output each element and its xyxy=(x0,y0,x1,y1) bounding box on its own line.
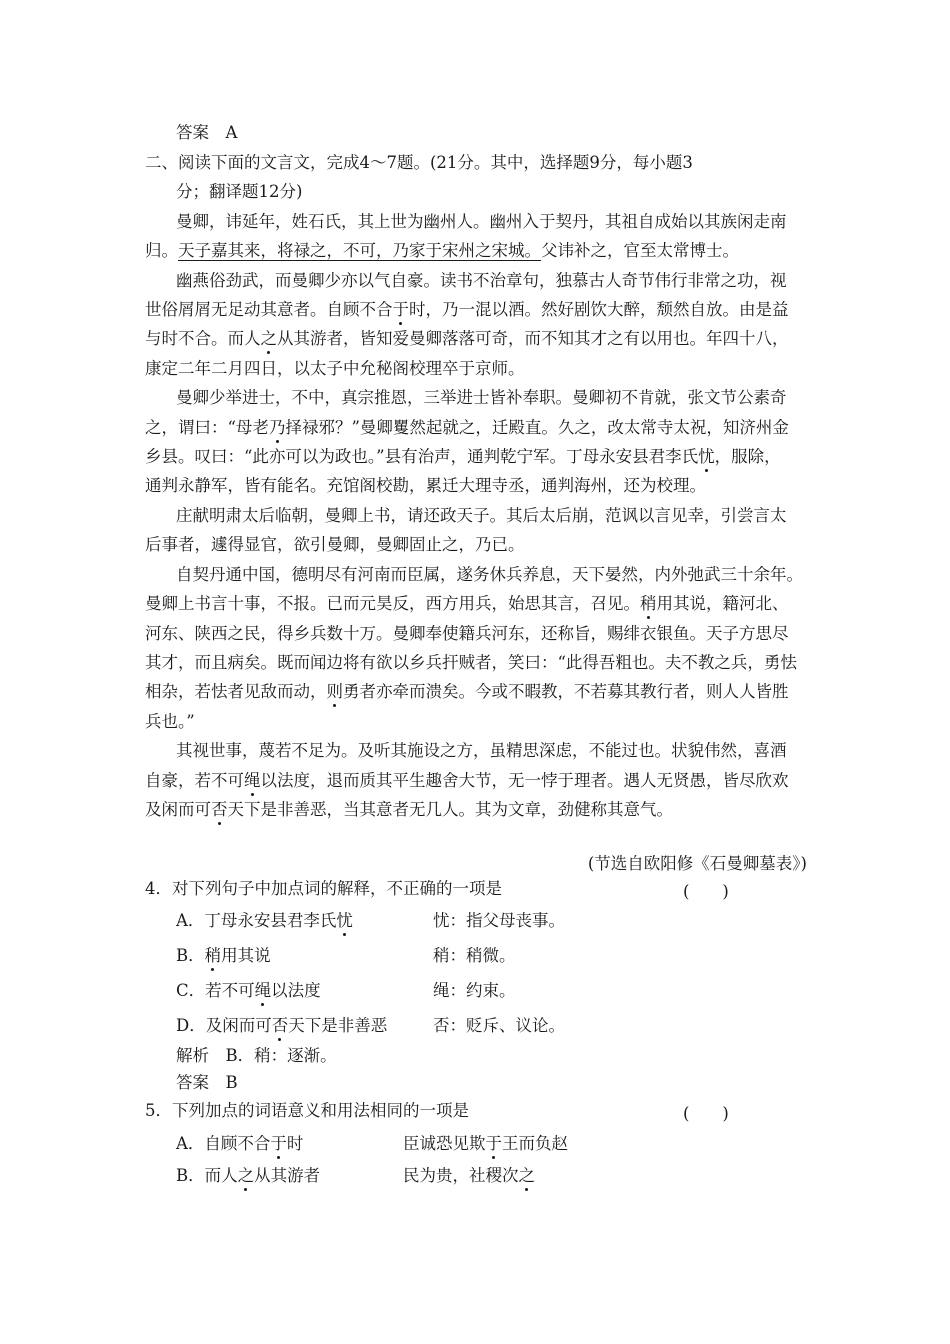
dotted-word: 否 xyxy=(271,1016,289,1035)
dotted-word: 于 xyxy=(485,1134,502,1153)
q4-option-c xyxy=(176,977,321,1001)
option-text: 用其说 xyxy=(221,946,271,965)
option-text: B．而人 xyxy=(176,1166,238,1185)
dotted-word: 稍 xyxy=(640,594,657,613)
q4-analysis: 解析 B．稍：逐渐。 xyxy=(176,1046,337,1065)
passage-line xyxy=(145,593,789,615)
passage-text: 父讳补之，官至太常博士。 xyxy=(541,241,739,260)
q5-option-b xyxy=(176,1162,320,1186)
q5-option-a-compare xyxy=(403,1130,568,1154)
option-text: C．若不可 xyxy=(176,981,255,1000)
dotted-word: 绳 xyxy=(244,771,261,790)
q4-option-b-gloss: 稍：稍微。 xyxy=(433,946,516,965)
dotted-word: 乃 xyxy=(268,418,286,437)
passage-text: 之，谓曰：“母老 xyxy=(145,418,269,437)
question-5-stem: 5．下列加点的词语意义和用法相同的一项是 xyxy=(145,1101,469,1120)
passage-line: 兵也。” xyxy=(145,712,195,731)
option-text: 从其游者 xyxy=(254,1166,321,1185)
option-text: 臣诚恐见欺 xyxy=(403,1134,486,1153)
passage-line: 后事者，遽得显官，欲引曼卿，曼卿固止之，乃已。 xyxy=(145,535,525,554)
passage-line xyxy=(145,681,789,703)
passage-line xyxy=(145,417,789,439)
underlined-sentence: 天子嘉其来，将禄之，不可，乃家于宋州之宋城。 xyxy=(178,241,541,260)
passage-line: 曼卿，讳延年，姓石氏，其上世为幽州人。幽州入于契丹，其祖自成始以其族闲走南 xyxy=(176,212,787,231)
passage-line: 曼卿少举进士，不中，真宗推恩，三举进士皆补奉职。曼卿初不肯就，张文节公素奇 xyxy=(176,388,787,407)
question-4-stem: 4．对下列句子中加点词的解释，不正确的一项是 xyxy=(145,879,502,898)
passage-line: 庄献明肃太后临朝，曼卿上书，请还政天子。其后太后崩，范讽以言见幸，引尝言太 xyxy=(176,506,787,525)
passage-text: 曼卿上书言十事，不报。已而元昊反，西方用兵，始思其言，召见。 xyxy=(145,594,640,613)
passage-line xyxy=(145,799,673,821)
passage-line: 其才，而且病矣。既而闻边将有欲以乡兵扞贼者，笑曰：“此得吾粗也。夫不教之兵，勇怯 xyxy=(145,653,797,672)
q4-option-d-gloss: 否：贬斥、议论。 xyxy=(433,1016,565,1035)
passage-text: ，服除， xyxy=(714,447,781,466)
option-text: 民为贵，社稷次 xyxy=(403,1166,519,1185)
passage-text: 用其说，籍河北、 xyxy=(656,594,789,613)
dotted-word: 于 xyxy=(392,300,409,319)
passage-text: 时，乃一混以酒。然好剧饮大醉，颓然自放。由是益 xyxy=(409,300,789,319)
passage-line xyxy=(145,770,789,792)
passage-line xyxy=(145,446,781,468)
passage-text: 勇者亦牵而溃矣。今或不暇教，不若募其教行者，则人人皆胜 xyxy=(343,682,789,701)
option-text: A．丁母永安县君李氏 xyxy=(176,911,337,930)
passage-line: 幽燕俗劲武，而曼卿少亦以气自豪。读书不治章句，独慕古人奇节伟行非常之功，视 xyxy=(176,271,787,290)
question-5-answer-blank: ( ) xyxy=(683,1104,729,1123)
passage-line xyxy=(145,240,739,262)
passage-line: 其视世事，蔑若不足为。及听其施设之方，虽精思深虑，不能过也。状貌伟然，喜酒 xyxy=(176,741,787,760)
passage-line xyxy=(145,299,789,321)
passage-line: 河东、陕西之民，得乡兵数十万。曼卿奉使籍兵河东，还称旨，赐绯衣银鱼。天子方思尽 xyxy=(145,624,789,643)
q4-option-b xyxy=(176,942,271,966)
dotted-word: 绳 xyxy=(254,981,272,1000)
passage-text: 世俗屑屑无足动其意者。自顾不合 xyxy=(145,300,393,319)
dotted-word: 否 xyxy=(211,800,228,819)
q4-answer: 答案 B xyxy=(176,1073,238,1092)
passage-text: 择禄邪？”曼卿矍然起就之，迁殿直。久之，改太常寺太祝，知济州金 xyxy=(285,418,789,437)
passage-text: 相杂，若怯者见敌而动， xyxy=(145,682,327,701)
passage-text: 与时不合。而人 xyxy=(145,329,261,348)
dotted-word: 稍 xyxy=(204,946,222,965)
dotted-word: 之 xyxy=(518,1166,535,1185)
top-answer: 答案 A xyxy=(176,123,238,142)
passage-line xyxy=(145,328,789,350)
source-citation: (节选自欧阳修《石曼卿墓表》) xyxy=(587,854,807,873)
q4-option-a-gloss: 忧：指父母丧事。 xyxy=(433,911,565,930)
dotted-word: 则 xyxy=(326,682,343,701)
option-text: 时 xyxy=(286,1134,304,1153)
q5-option-b-compare xyxy=(403,1162,535,1186)
passage-text: 从其游者，皆知爱曼卿落落可奇，而不知其才之有以用也。年四十八， xyxy=(277,329,789,348)
q5-option-a xyxy=(176,1130,303,1154)
option-text: 以法度 xyxy=(271,981,321,1000)
passage-line: 自契丹通中国，德明尽有河南而臣属，遂务休兵养息，天下晏然，内外弛武三十余年。 xyxy=(176,565,803,584)
passage-text: 归。 xyxy=(145,241,178,260)
passage-text: 天下是非善恶，当其意者无几人。其为文章，劲健称其意气。 xyxy=(227,800,673,819)
dotted-word: 忧 xyxy=(336,911,353,930)
dotted-word: 忧 xyxy=(698,447,715,466)
passage-line: 通判永静军，皆有能名。充馆阁校勘，累迁大理寺丞，通判海州，还为校理。 xyxy=(145,476,706,495)
option-text: 王而负赵 xyxy=(502,1134,568,1153)
q4-option-c-gloss: 绳：约束。 xyxy=(433,981,516,1000)
passage-text: 及闲而可 xyxy=(145,800,211,819)
passage-text: 乡县。叹曰：“此亦可以为政也。”县有治声，通判乾宁军。丁母永安县君李氏 xyxy=(145,447,699,466)
section2-heading-line1: 二、阅读下面的文言文，完成4～7题。(21分。其中，选择题9分，每小题3 xyxy=(145,153,693,172)
q4-option-a xyxy=(176,907,353,931)
q4-option-d xyxy=(176,1012,387,1036)
dotted-word: 于 xyxy=(270,1134,287,1153)
dotted-word: 之 xyxy=(237,1166,255,1185)
option-text: A．自顾不合 xyxy=(176,1134,271,1153)
passage-line: 康定二年二月四日，以太子中允秘阁校理卒于京师。 xyxy=(145,359,525,378)
question-4-answer-blank: ( ) xyxy=(683,882,729,901)
option-text: B． xyxy=(176,946,205,965)
option-text: D．及闲而可 xyxy=(176,1016,272,1035)
passage-text: 以法度，退而质其平生趣舍大节，无一悖于理者。遇人无贤愚，皆尽欣欢 xyxy=(260,771,789,790)
dotted-word: 之 xyxy=(260,329,277,348)
section2-heading-line2: 分；翻译题12分) xyxy=(176,182,303,201)
option-text: 天下是非善恶 xyxy=(288,1016,388,1035)
passage-text: 自豪，若不可 xyxy=(145,771,244,790)
